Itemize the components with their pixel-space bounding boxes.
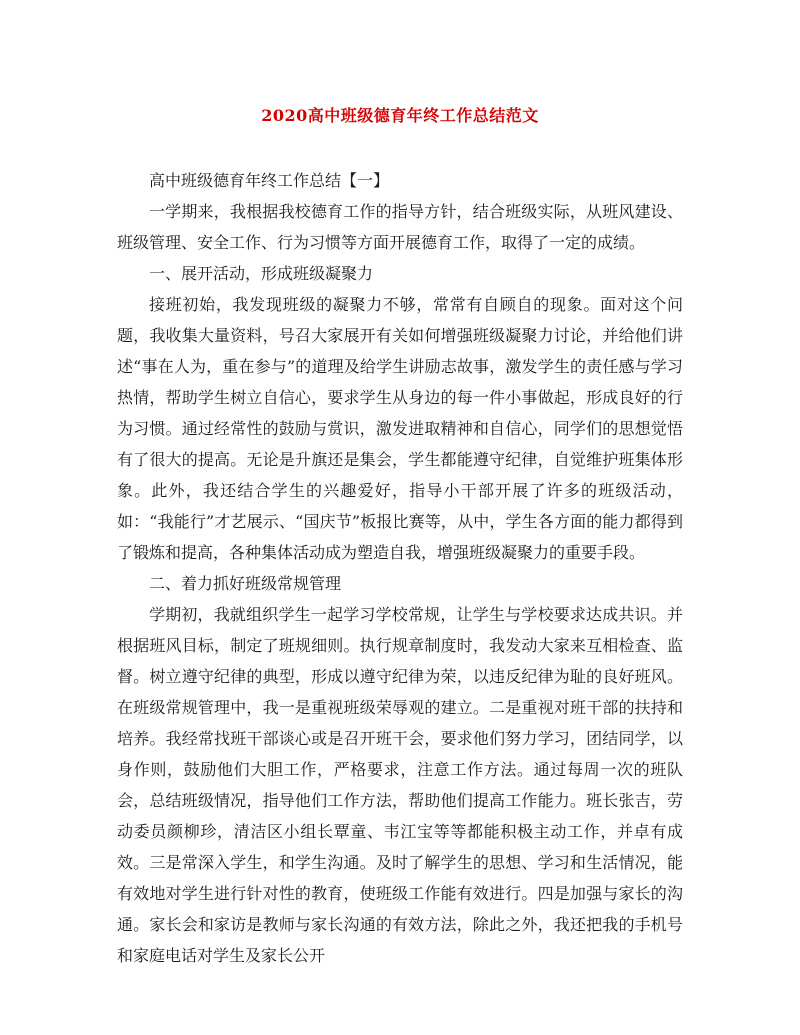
routine-management-paragraph: 学期初，我就组织学生一起学习学校常规，让学生与学校要求达成共识。并根据班风目标，制定了班规细则。执行规章制度时，我发动大家来互相检查、监督。树立遵守纪律的典型，形成以遵守纪律为荣，以违反纪律为耻的良好班风。在班级常规管理中，我一是重视班级荣辱观的建立。二是重视对班干部的扶持和培养。我经常找班干部谈心或是召开班干会，要求他们努力学习，团结同学，以身作则，鼓励他们大胆工作，严格要求，注意工作方法。通过每周一次的班队会，总结班级情况，指导他们工作方法，帮助他们提高工作能力。班长张吉，劳动委员颜柳珍，清洁区小组长覃童、韦江宝等等都能积极主动工作，并卓有成效。三是常深入学生，和学生沟通。及时了解学生的思想、学习和生活情况，能有效地对学生进行针对性的教育，使班级工作能有效进行。四是加强与家长的沟通。家长会和家访是教师与家长沟通的有效方法，除此之外，我还把我的手机号和家庭电话对学生及家长公开 xyxy=(117,605,683,965)
intro-paragraph: 一学期来，我根据我校德育工作的指导方针，结合班级实际，从班风建设、班级管理、安全工作、行为习惯等方面开展德育工作，取得了一定的成绩。 xyxy=(117,202,683,252)
document-body xyxy=(117,165,683,971)
section-heading-cohesion: 一、展开活动，形成班级凝聚力 xyxy=(149,264,374,283)
section-heading-summary-one: 高中班级德育年终工作总结【一】 xyxy=(149,171,390,190)
section-heading-routine-management: 二、着力抓好班级常规管理 xyxy=(149,574,342,593)
cohesion-paragraph: 接班初始，我发现班级的凝聚力不够，常常有自顾自的现象。面对这个问题，我收集大量资料，号召大家展开有关如何增强班级凝聚力讨论，并给他们讲述“事在人为，重在参与”的道理及给学生讲励志故事，激发学生的责任感与学习热情，帮助学生树立自信心，要求学生从身边的每一件小事做起，形成良好的行为习惯。通过经常性的鼓励与赏识，激发进取精神和自信心，同学们的思想觉悟有了很大的提高。无论是升旗还是集会，学生都能遵守纪律，自觉维护班集体形象。此外，我还结合学生的兴趣爱好，指导小干部开展了许多的班级活动，如：“我能行”才艺展示、“国庆节”板报比赛等，从中，学生各方面的能力都得到了锻炼和提高，各种集体活动成为塑造自我，增强班级凝聚力的重要手段。 xyxy=(117,295,683,562)
document-title: 2020高中班级德育年终工作总结范文 xyxy=(261,106,539,125)
